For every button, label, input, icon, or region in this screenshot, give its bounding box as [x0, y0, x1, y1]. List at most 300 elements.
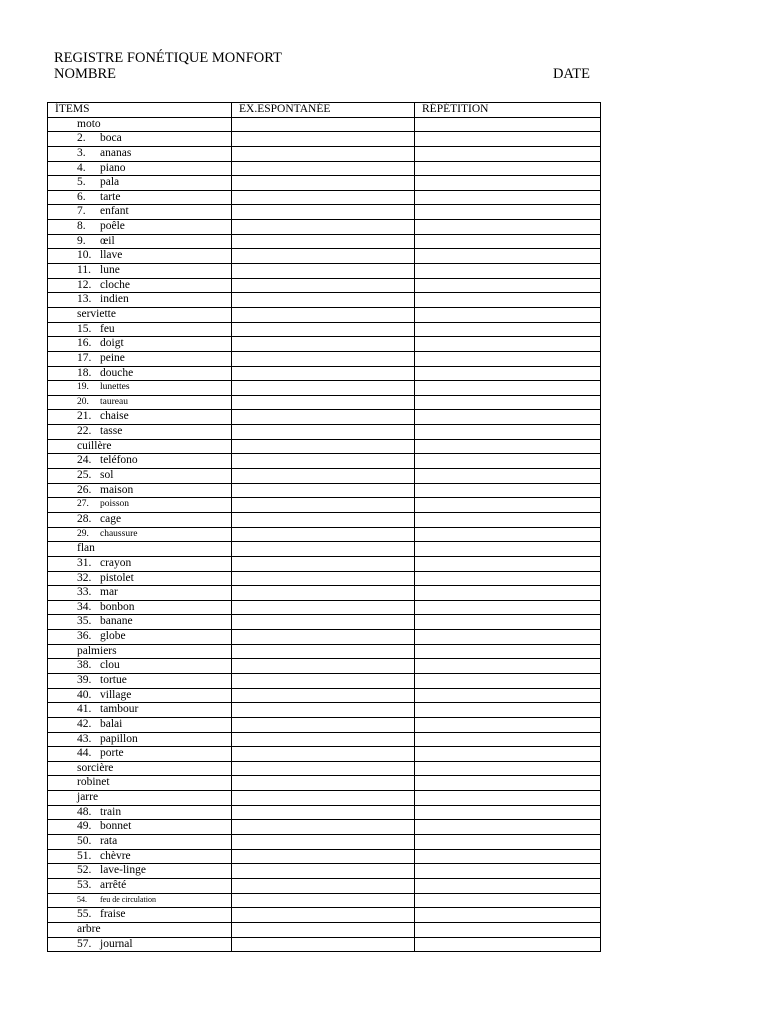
item-word: lave-linge [100, 864, 146, 877]
item-cell [48, 556, 232, 571]
item-cell [48, 820, 232, 835]
repetition-cell [415, 761, 601, 776]
table-row [48, 234, 601, 249]
spontaneous-cell [232, 791, 415, 806]
item-cell [48, 498, 232, 513]
item-cell [48, 425, 232, 440]
item-number: 43. [77, 732, 92, 745]
item-word: piano [100, 161, 126, 174]
item-number: 20. [77, 396, 89, 407]
item-word: porte [100, 747, 124, 760]
spontaneous-cell [232, 117, 415, 132]
item-number: 13. [77, 293, 92, 306]
repetition-cell [415, 278, 601, 293]
spontaneous-cell [232, 146, 415, 161]
table-row [48, 454, 601, 469]
item-cell [48, 190, 232, 205]
item-word: boca [100, 132, 122, 145]
repetition-cell [415, 922, 601, 937]
table-row [48, 351, 601, 366]
table-row [48, 527, 601, 542]
table-row [48, 117, 601, 132]
table-row [48, 673, 601, 688]
spontaneous-cell [232, 322, 415, 337]
item-number: 5. [77, 176, 86, 189]
repetition-cell [415, 586, 601, 601]
spontaneous-cell [232, 703, 415, 718]
table-row [48, 571, 601, 586]
spontaneous-cell [232, 278, 415, 293]
table-row [48, 542, 601, 557]
table-row [48, 908, 601, 923]
item-number: 9. [77, 234, 86, 247]
item-cell [48, 337, 232, 352]
item-number: 6. [77, 190, 86, 203]
item-word: maison [100, 483, 134, 496]
item-cell [48, 893, 232, 908]
item-number: 4. [77, 161, 86, 174]
repetition-cell [415, 132, 601, 147]
spontaneous-cell [232, 483, 415, 498]
table-row [48, 381, 601, 396]
repetition-cell [415, 791, 601, 806]
phonetic-register-table [47, 102, 601, 952]
table-row [48, 176, 601, 191]
item-word: ananas [100, 146, 132, 159]
table-row [48, 761, 601, 776]
item-word: serviette [77, 307, 116, 320]
table-row [48, 630, 601, 645]
item-cell [48, 234, 232, 249]
item-number: 35. [77, 615, 92, 628]
spontaneous-cell [232, 761, 415, 776]
repetition-cell [415, 849, 601, 864]
table-row [48, 498, 601, 513]
table-row [48, 322, 601, 337]
item-word: douche [100, 366, 134, 379]
repetition-cell [415, 805, 601, 820]
item-cell [48, 278, 232, 293]
item-cell [48, 132, 232, 147]
item-cell [48, 469, 232, 484]
spontaneous-cell [232, 732, 415, 747]
item-number: 48. [77, 805, 92, 818]
item-number: 34. [77, 600, 92, 613]
repetition-cell [415, 483, 601, 498]
item-cell [48, 205, 232, 220]
item-number: 42. [77, 717, 92, 730]
repetition-cell [415, 600, 601, 615]
column-header-items: ÍTEMS [48, 103, 232, 118]
item-cell [48, 732, 232, 747]
spontaneous-cell [232, 805, 415, 820]
spontaneous-cell [232, 556, 415, 571]
repetition-cell [415, 337, 601, 352]
repetition-cell [415, 307, 601, 322]
table-row [48, 132, 601, 147]
item-number: 24. [77, 454, 92, 467]
item-cell [48, 307, 232, 322]
repetition-cell [415, 498, 601, 513]
table-row [48, 937, 601, 952]
item-cell [48, 791, 232, 806]
table-body [48, 117, 601, 952]
spontaneous-cell [232, 190, 415, 205]
item-word: lunettes [100, 382, 130, 393]
item-cell [48, 878, 232, 893]
item-cell [48, 512, 232, 527]
repetition-cell [415, 395, 601, 410]
item-number: 31. [77, 556, 92, 569]
spontaneous-cell [232, 381, 415, 396]
item-word: feu de circulation [100, 894, 156, 904]
item-cell [48, 864, 232, 879]
repetition-cell [415, 146, 601, 161]
item-number: 27. [77, 499, 89, 510]
item-cell [48, 264, 232, 279]
repetition-cell [415, 776, 601, 791]
item-cell [48, 146, 232, 161]
item-number: 32. [77, 571, 92, 584]
repetition-cell [415, 469, 601, 484]
repetition-cell [415, 117, 601, 132]
item-cell [48, 454, 232, 469]
item-cell [48, 703, 232, 718]
spontaneous-cell [232, 542, 415, 557]
item-word: cuillère [77, 439, 112, 452]
table-row [48, 190, 601, 205]
table-row [48, 512, 601, 527]
table-row [48, 483, 601, 498]
item-word: poisson [100, 499, 130, 510]
item-number: 8. [77, 220, 86, 233]
item-number: 10. [77, 249, 92, 262]
table-row [48, 220, 601, 235]
spontaneous-cell [232, 512, 415, 527]
name-label: NOMBRE [54, 66, 117, 82]
item-word: arrêté [100, 878, 127, 891]
item-number: 49. [77, 820, 92, 833]
table-row [48, 264, 601, 279]
item-word: pala [100, 176, 120, 189]
table-row [48, 747, 601, 762]
item-word: bonnet [100, 820, 132, 833]
item-cell [48, 586, 232, 601]
spontaneous-cell [232, 688, 415, 703]
item-word: papillon [100, 732, 138, 745]
spontaneous-cell [232, 527, 415, 542]
table-row [48, 439, 601, 454]
repetition-cell [415, 190, 601, 205]
repetition-cell [415, 249, 601, 264]
item-cell [48, 761, 232, 776]
item-cell [48, 673, 232, 688]
table-row [48, 615, 601, 630]
item-cell [48, 439, 232, 454]
spontaneous-cell [232, 498, 415, 513]
column-header-spontaneous: EX.ESPONTANÉE [232, 103, 415, 118]
repetition-cell [415, 908, 601, 923]
item-word: tortue [100, 673, 127, 686]
repetition-cell [415, 293, 601, 308]
repetition-cell [415, 893, 601, 908]
item-word: moto [77, 117, 101, 130]
item-cell [48, 351, 232, 366]
item-number: 29. [77, 528, 89, 539]
item-word: train [100, 805, 122, 818]
table-row [48, 410, 601, 425]
column-header-repetition: RÉPÉTITION [415, 103, 601, 118]
repetition-cell [415, 732, 601, 747]
repetition-cell [415, 454, 601, 469]
table-row [48, 864, 601, 879]
spontaneous-cell [232, 600, 415, 615]
item-cell [48, 600, 232, 615]
table-row [48, 717, 601, 732]
item-number: 39. [77, 673, 92, 686]
spontaneous-cell [232, 337, 415, 352]
spontaneous-cell [232, 176, 415, 191]
table-row [48, 732, 601, 747]
item-word: poêle [100, 220, 125, 233]
repetition-cell [415, 366, 601, 381]
table-row [48, 556, 601, 571]
item-cell [48, 644, 232, 659]
spontaneous-cell [232, 293, 415, 308]
spontaneous-cell [232, 307, 415, 322]
spontaneous-cell [232, 264, 415, 279]
table-row [48, 849, 601, 864]
spontaneous-cell [232, 161, 415, 176]
item-cell [48, 117, 232, 132]
spontaneous-cell [232, 747, 415, 762]
spontaneous-cell [232, 410, 415, 425]
item-number: 19. [77, 382, 89, 393]
item-cell [48, 835, 232, 850]
spontaneous-cell [232, 835, 415, 850]
item-word: cloche [100, 278, 131, 291]
item-word: tasse [100, 425, 123, 438]
item-number: 36. [77, 630, 92, 643]
repetition-cell [415, 264, 601, 279]
spontaneous-cell [232, 351, 415, 366]
repetition-cell [415, 176, 601, 191]
spontaneous-cell [232, 673, 415, 688]
repetition-cell [415, 878, 601, 893]
item-word: flan [77, 542, 95, 555]
item-number: 51. [77, 849, 92, 862]
table-row [48, 835, 601, 850]
document-header [54, 50, 590, 82]
table-row [48, 893, 601, 908]
table-row [48, 205, 601, 220]
item-number: 21. [77, 410, 92, 423]
repetition-cell [415, 673, 601, 688]
item-word: cage [100, 512, 122, 525]
item-word: globe [100, 630, 126, 643]
repetition-cell [415, 659, 601, 674]
item-cell [48, 527, 232, 542]
item-cell [48, 176, 232, 191]
item-word: tarte [100, 190, 121, 203]
repetition-cell [415, 703, 601, 718]
repetition-cell [415, 542, 601, 557]
repetition-cell [415, 937, 601, 952]
item-cell [48, 615, 232, 630]
item-word: palmiers [77, 644, 117, 657]
item-cell [48, 410, 232, 425]
item-word: feu [100, 322, 115, 335]
spontaneous-cell [232, 878, 415, 893]
table-row [48, 688, 601, 703]
item-number: 53. [77, 878, 92, 891]
item-cell [48, 937, 232, 952]
spontaneous-cell [232, 234, 415, 249]
item-word: tambour [100, 703, 139, 716]
item-number: 25. [77, 469, 92, 482]
spontaneous-cell [232, 937, 415, 952]
item-word: peine [100, 351, 125, 364]
item-word: rata [100, 835, 118, 848]
item-cell [48, 630, 232, 645]
repetition-cell [415, 571, 601, 586]
repetition-cell [415, 425, 601, 440]
item-word: jarre [77, 791, 99, 804]
table-row [48, 278, 601, 293]
item-cell [48, 922, 232, 937]
table-row [48, 820, 601, 835]
repetition-cell [415, 688, 601, 703]
table-row [48, 659, 601, 674]
item-number: 38. [77, 659, 92, 672]
table-header-row [48, 103, 601, 118]
item-cell [48, 542, 232, 557]
item-word: enfant [100, 205, 129, 218]
spontaneous-cell [232, 454, 415, 469]
item-number: 28. [77, 512, 92, 525]
item-word: crayon [100, 556, 132, 569]
repetition-cell [415, 556, 601, 571]
spontaneous-cell [232, 469, 415, 484]
spontaneous-cell [232, 571, 415, 586]
item-word: chèvre [100, 849, 131, 862]
table-row [48, 703, 601, 718]
table-row [48, 776, 601, 791]
item-number: 50. [77, 835, 92, 848]
item-word: chaise [100, 410, 129, 423]
repetition-cell [415, 820, 601, 835]
item-word: llave [100, 249, 123, 262]
repetition-cell [415, 322, 601, 337]
table-row [48, 469, 601, 484]
item-cell [48, 381, 232, 396]
document-title: REGISTRE FONÉTIQUE MONFORT [54, 50, 282, 66]
spontaneous-cell [232, 644, 415, 659]
item-cell [48, 659, 232, 674]
item-cell [48, 161, 232, 176]
item-cell [48, 220, 232, 235]
repetition-cell [415, 630, 601, 645]
spontaneous-cell [232, 908, 415, 923]
item-cell [48, 717, 232, 732]
repetition-cell [415, 747, 601, 762]
table-row [48, 307, 601, 322]
item-number: 18. [77, 366, 92, 379]
repetition-cell [415, 835, 601, 850]
item-word: arbre [77, 922, 101, 935]
item-number: 7. [77, 205, 86, 218]
spontaneous-cell [232, 864, 415, 879]
item-number: 41. [77, 703, 92, 716]
table-row [48, 600, 601, 615]
table-row [48, 425, 601, 440]
item-word: bonbon [100, 600, 135, 613]
repetition-cell [415, 351, 601, 366]
item-word: robinet [77, 776, 110, 789]
spontaneous-cell [232, 893, 415, 908]
item-number: 54. [77, 894, 87, 904]
item-word: œil [100, 234, 115, 247]
item-number: 15. [77, 322, 92, 335]
name-date-row [54, 66, 590, 82]
spontaneous-cell [232, 630, 415, 645]
item-cell [48, 776, 232, 791]
repetition-cell [415, 439, 601, 454]
repetition-cell [415, 512, 601, 527]
item-number: 12. [77, 278, 92, 291]
item-number: 11. [77, 264, 91, 277]
table-row [48, 586, 601, 601]
item-number: 44. [77, 747, 92, 760]
item-number: 57. [77, 937, 92, 950]
item-cell [48, 322, 232, 337]
item-word: doigt [100, 337, 124, 350]
spontaneous-cell [232, 776, 415, 791]
date-label: DATE [552, 66, 590, 82]
repetition-cell [415, 381, 601, 396]
table-row [48, 878, 601, 893]
spontaneous-cell [232, 615, 415, 630]
item-word: sol [100, 469, 114, 482]
table-row [48, 146, 601, 161]
item-number: 3. [77, 146, 86, 159]
repetition-cell [415, 410, 601, 425]
spontaneous-cell [232, 132, 415, 147]
repetition-cell [415, 161, 601, 176]
table-row [48, 395, 601, 410]
repetition-cell [415, 717, 601, 732]
spontaneous-cell [232, 849, 415, 864]
item-word: mar [100, 586, 118, 599]
item-word: indien [100, 293, 129, 306]
repetition-cell [415, 234, 601, 249]
table-row [48, 644, 601, 659]
item-cell [48, 293, 232, 308]
item-number: 40. [77, 688, 92, 701]
spontaneous-cell [232, 439, 415, 454]
item-cell [48, 395, 232, 410]
spontaneous-cell [232, 586, 415, 601]
item-word: banane [100, 615, 133, 628]
item-word: chaussure [100, 528, 138, 539]
item-cell [48, 571, 232, 586]
item-cell [48, 483, 232, 498]
spontaneous-cell [232, 659, 415, 674]
item-number: 33. [77, 586, 92, 599]
item-cell [48, 747, 232, 762]
table-row [48, 161, 601, 176]
item-number: 52. [77, 864, 92, 877]
